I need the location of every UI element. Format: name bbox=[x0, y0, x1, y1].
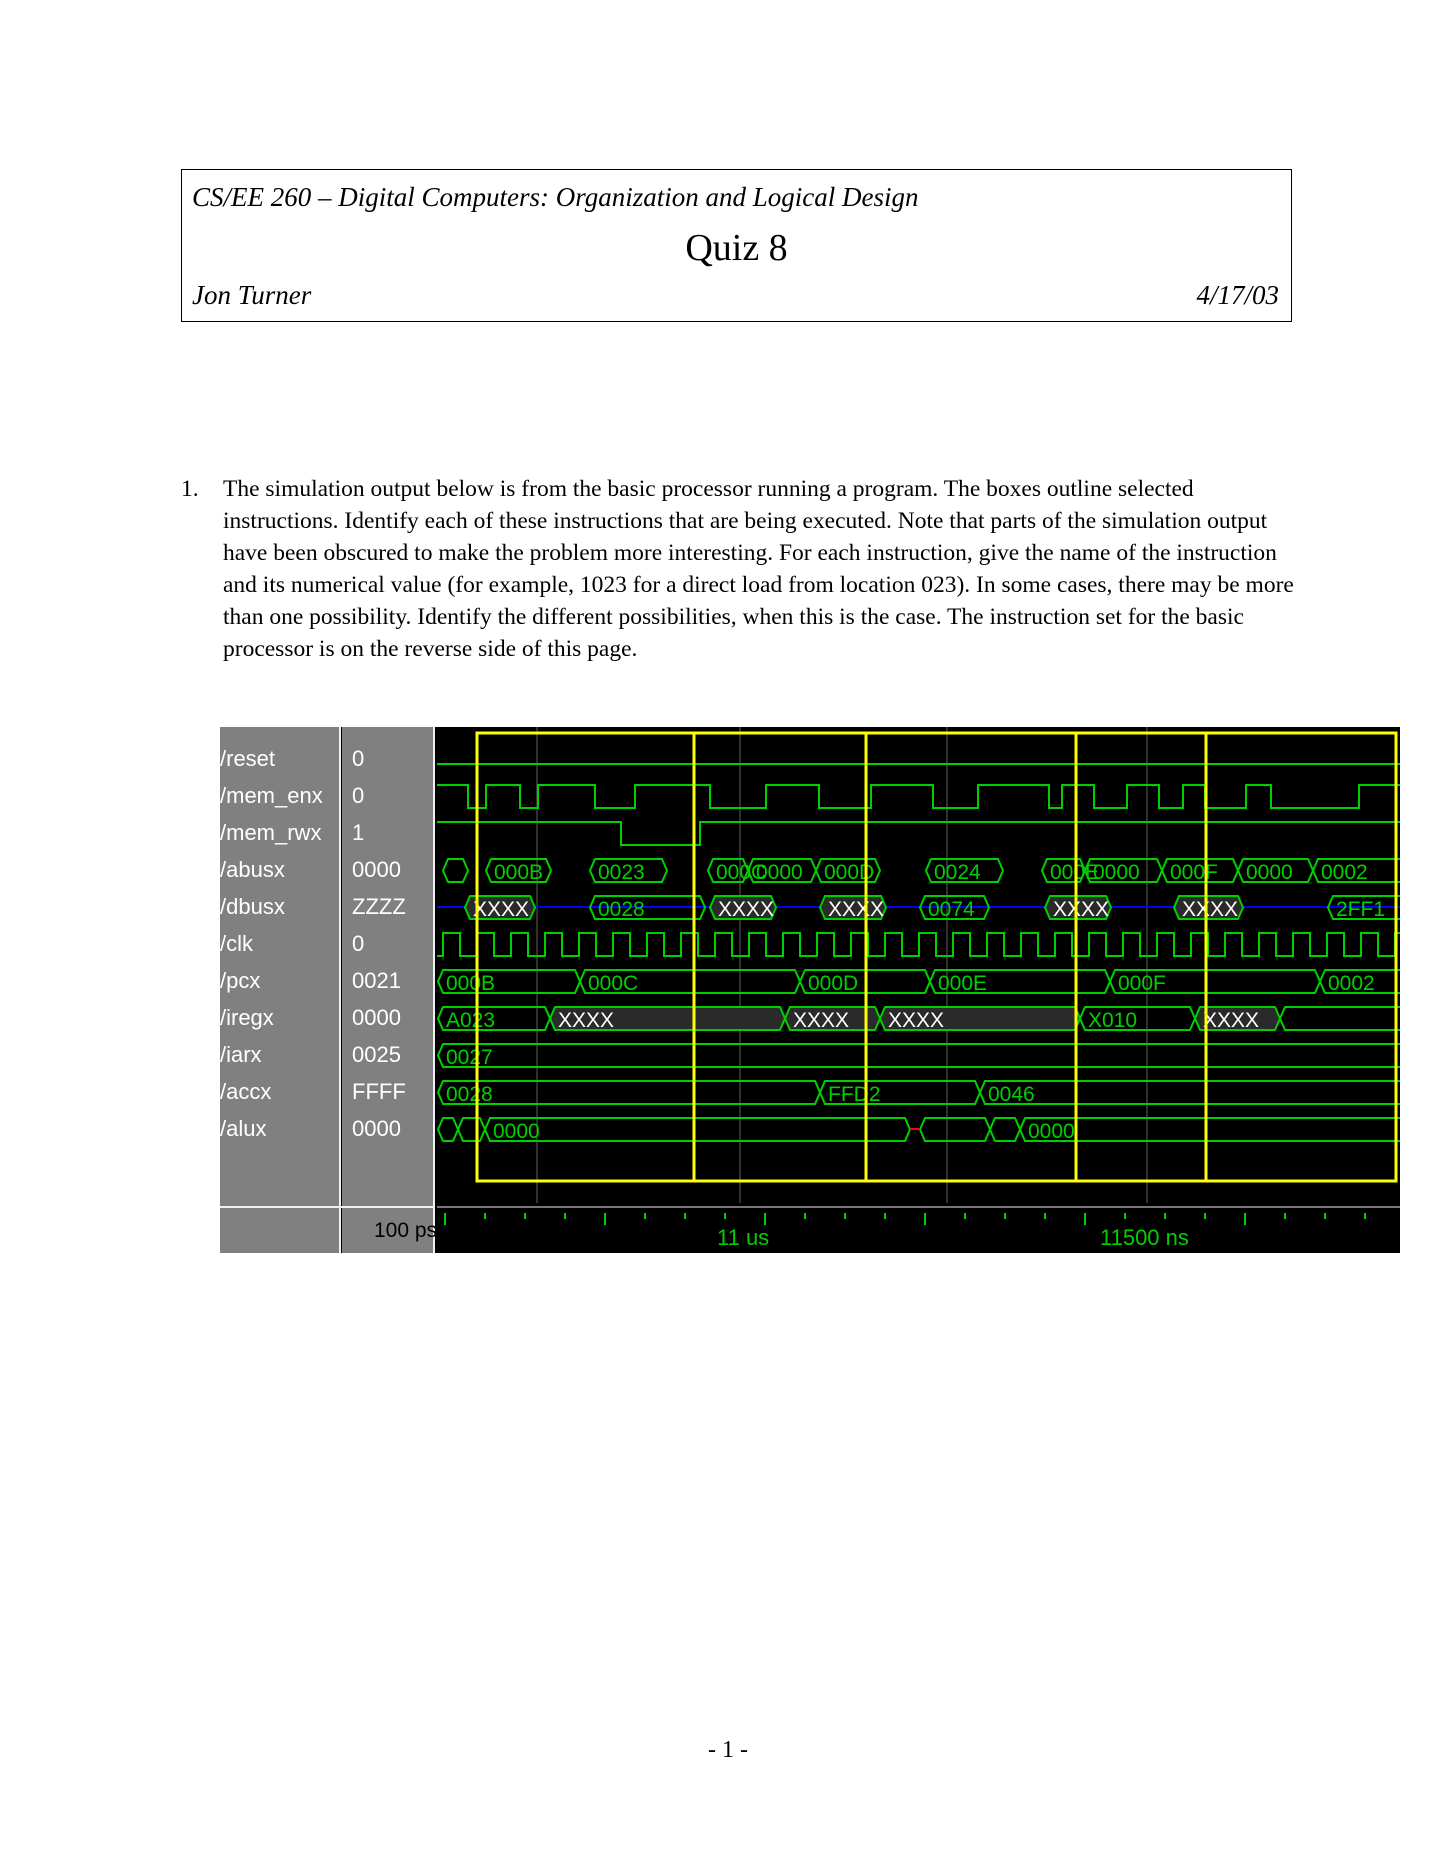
bus-value-label: XXXX bbox=[793, 1009, 850, 1032]
author: Jon Turner bbox=[192, 280, 312, 310]
bus-value-label: 000F bbox=[1170, 861, 1218, 884]
bus-value-label: 000D bbox=[808, 972, 859, 995]
simulation-waveform bbox=[220, 727, 1400, 1253]
bus-value-label: 000C bbox=[716, 861, 767, 884]
bus-value-label: XXXX bbox=[888, 1009, 945, 1032]
bus-segment bbox=[1280, 1007, 1400, 1030]
bus-value-label: 000C bbox=[588, 972, 639, 995]
bus-segment bbox=[438, 1081, 820, 1104]
bus-value-label: 0000 bbox=[756, 861, 803, 884]
signal-value-label: 0 bbox=[352, 783, 365, 808]
time-label: 11500 ns bbox=[1100, 1225, 1189, 1250]
digital-wave bbox=[437, 933, 1400, 956]
digital-wave bbox=[437, 822, 1400, 845]
bus-value-label: 0002 bbox=[1328, 972, 1375, 995]
signal-name-label: /clk bbox=[220, 931, 253, 956]
page-number: - 1 - bbox=[708, 1737, 748, 1763]
signal-name-label: /dbusx bbox=[220, 894, 285, 919]
signal-name-label: /alux bbox=[220, 1116, 267, 1141]
question-text: The simulation output below is from the basic processor running a program. The boxes outline selected instructions. Identify each of these instructions that are being executed. Note that parts of the simulation output have been obscured to make the problem more interesting. For each instruction, give the name of the instruction and its numerical value (for example, 1023 for a direct load from location 023). In some cases, there may be more than one possibility. Identify the different possibilities, when this is the case. The instruction set for the basic processor is on the reverse side of this page. bbox=[223, 476, 1294, 662]
bus-value-label: 000F bbox=[1118, 972, 1166, 995]
bus-value-label: 0046 bbox=[988, 1083, 1035, 1106]
signal-value-label: FFFF bbox=[352, 1079, 406, 1104]
bus-segment bbox=[438, 1118, 458, 1141]
cursor-time-label: 100 ps bbox=[374, 1219, 438, 1242]
instruction-box bbox=[1206, 733, 1396, 1181]
signal-name-label: /accx bbox=[220, 1079, 272, 1104]
bus-segment bbox=[990, 1118, 1020, 1141]
bus-value-label: X010 bbox=[1088, 1009, 1138, 1032]
header-box bbox=[181, 169, 1292, 322]
bus-value-label: 0027 bbox=[446, 1046, 493, 1069]
signal-value-label: 1 bbox=[352, 820, 365, 845]
bus-value-label: 0002 bbox=[1321, 861, 1368, 884]
bus-segment bbox=[438, 1044, 1400, 1067]
signal-name-label: /iregx bbox=[220, 1005, 274, 1030]
bus-value-label: A023 bbox=[446, 1009, 496, 1032]
bus-value-label: 0000 bbox=[493, 1120, 540, 1143]
bus-value-label: XXXX bbox=[718, 898, 775, 921]
signal-value-label: 0000 bbox=[352, 1005, 401, 1030]
signal-name-label: /mem_rwx bbox=[220, 820, 322, 845]
signal-value-label: 0021 bbox=[352, 968, 401, 993]
bus-value-label: 000B bbox=[494, 861, 544, 884]
bus-value-label: XXXX bbox=[1182, 898, 1239, 921]
bus-value-label: 0024 bbox=[934, 861, 981, 884]
bus-value-label: 0000 bbox=[1028, 1120, 1075, 1143]
bus-value-label: 000D bbox=[824, 861, 875, 884]
course-title: CS/EE 260 – Digital Computers: Organization and Logical Design bbox=[192, 182, 919, 212]
signal-name-label: /abusx bbox=[220, 857, 285, 882]
signal-value-label: 0025 bbox=[352, 1042, 401, 1067]
bus-value-label: 0023 bbox=[598, 861, 645, 884]
bus-value-label: 0000 bbox=[1093, 861, 1140, 884]
waveform-canvas bbox=[220, 727, 1400, 1253]
bus-segment bbox=[443, 859, 468, 882]
bus-value-label: 0000 bbox=[1246, 861, 1293, 884]
bus-value-label: 0028 bbox=[446, 1083, 493, 1106]
signal-value-label: ZZZZ bbox=[352, 894, 406, 919]
bus-value-label: XXXX bbox=[473, 898, 530, 921]
signal-value-label: 0000 bbox=[352, 1116, 401, 1141]
signal-name-label: /iarx bbox=[220, 1042, 262, 1067]
signal-name-label: /pcx bbox=[220, 968, 261, 993]
bus-value-label: 000E bbox=[1050, 861, 1100, 884]
signal-value-label: 0 bbox=[352, 931, 365, 956]
bus-value-label: 0074 bbox=[928, 898, 975, 921]
bus-value-label: FFD2 bbox=[828, 1083, 881, 1106]
bus-value-label: XXXX bbox=[1203, 1009, 1260, 1032]
question-number: 1. bbox=[181, 476, 199, 502]
time-label: 11 us bbox=[717, 1225, 770, 1250]
signal-value-label: 0 bbox=[352, 746, 365, 771]
bus-value-label: XXXX bbox=[1053, 898, 1110, 921]
bus-segment bbox=[485, 1118, 910, 1141]
bus-value-label: XXXX bbox=[828, 898, 885, 921]
quiz-title: Quiz 8 bbox=[685, 227, 788, 269]
bus-value-label: XXXX bbox=[558, 1009, 615, 1032]
signal-name-label: /reset bbox=[220, 746, 276, 771]
bus-value-label: 000B bbox=[446, 972, 496, 995]
bus-segment bbox=[458, 1118, 485, 1141]
signal-name-label: /mem_enx bbox=[220, 783, 323, 808]
bus-segment bbox=[980, 1081, 1400, 1104]
bus-value-label: 0028 bbox=[598, 898, 645, 921]
bus-segment bbox=[920, 1118, 990, 1141]
signal-value-label: 0000 bbox=[352, 857, 401, 882]
bus-value-label: 000E bbox=[938, 972, 988, 995]
digital-wave bbox=[437, 785, 1400, 808]
bus-value-label: 2FF1 bbox=[1336, 898, 1386, 921]
date: 4/17/03 bbox=[1196, 280, 1279, 310]
